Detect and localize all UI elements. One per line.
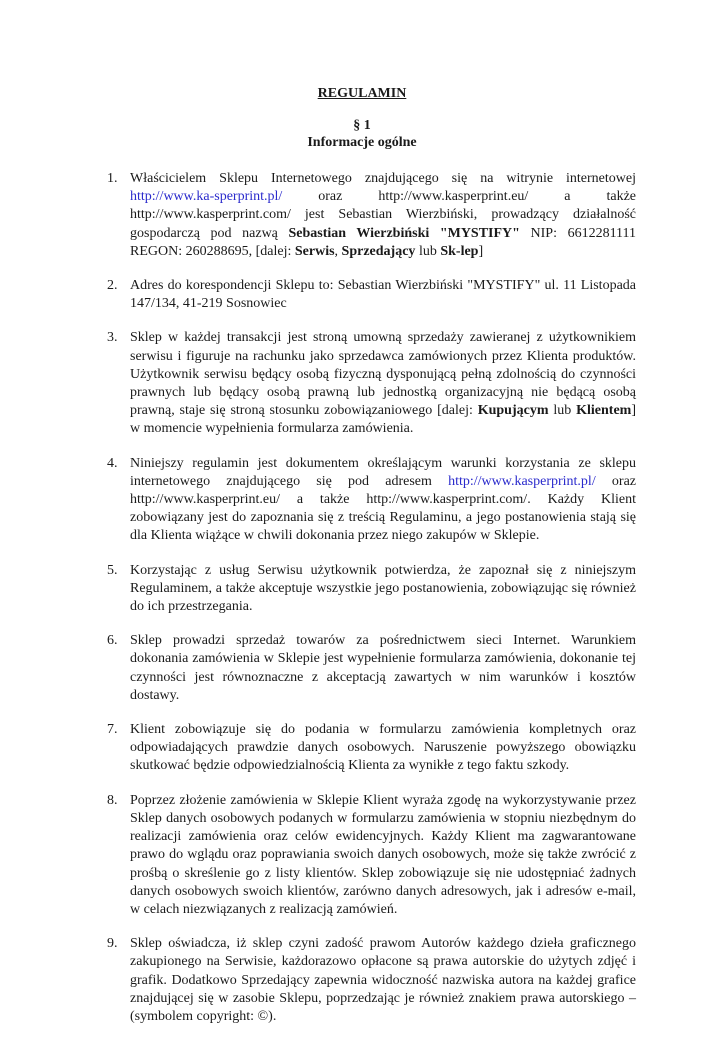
list-item-number: 5. (107, 562, 118, 578)
bold-text: Sebastian Wierzbiński "MYSTIFY" (288, 225, 520, 241)
bold-text: Sk-lep (440, 243, 479, 259)
list-item-text (130, 329, 636, 438)
list-item-number: 2. (107, 278, 118, 294)
bold-text: Sprzedający (341, 243, 416, 259)
text-segment: Klient zobowiązuje się do podania w formularzu zamówienia kompletnych oraz odpowiadających prawdzie danych osobowych. Naruszenie powyższego obowiązku skutkować będzie odpowiedzialnością Klienta za wynikłe z tego faktu szkody. (130, 722, 636, 774)
text-segment: lub (548, 403, 577, 419)
text-segment: lub (415, 243, 441, 259)
list-item-text (130, 792, 636, 919)
text-segment: Niniejszy regulamin jest dokumentem określającym warunki korzystania ze sklepu internetowego znajdującego się pod adresem (130, 455, 636, 489)
list-item-text (130, 562, 636, 617)
url-link[interactable]: http://www.kasperprint.pl/ (448, 473, 596, 489)
text-segment: Poprzez złożenie zamówienia w Sklepie Klient wyraża zgodę na wykorzystywanie przez Sklep danych osobowych podanych w formularzu zamówienia w stopniu niezbędnym do realizacji zamówienia oraz celów ewidencyjnych. Każdy Klient ma zagwarantowane prawo do wglądu oraz poprawiania swoich danych osobowych, może się także zwrócić z prośbą o skreślenie go z listy klientów. Sklep zobowiązuje się nie udostępniać żadnych danych osobowych swoich klientów, zarówno danych adresowych, jak i adresów e-mail, w celach niezwiązanych z realizacją zamówień. (130, 792, 636, 917)
list-item (0, 170, 724, 261)
text-segment: oraz http://www.kasperprint.eu/ a także http://www.kasperprint.com/. Każdy Klient zobowiązany jest do zapoznania się z treścią Regulaminu, a jego postanowienia stają się dla Klienta wiążące w chwili dokonania przez niego zakupów w Sklepie. (130, 473, 636, 544)
regulations-list (0, 170, 724, 1042)
text-segment: NIP: 6612281111 REGON: 260288695, [dalej: (130, 225, 637, 259)
list-item (0, 632, 724, 705)
text-segment: Korzystając z usług Serwisu użytkownik potwierdza, że zapoznał się z niniejszym Regulaminem, a także akceptuje wszystkie jego postanowienia, zobowiązując się również do ich przestrzegania. (130, 562, 636, 615)
list-item-number: 7. (107, 722, 118, 738)
list-item-text (130, 721, 636, 776)
list-item (0, 277, 724, 313)
list-item-text (130, 170, 636, 261)
list-item (0, 455, 724, 546)
list-item-number: 3. (107, 330, 118, 346)
section-title: Informacje ogólne (307, 135, 417, 150)
list-item (0, 721, 724, 776)
list-item (0, 329, 724, 438)
list-item-text (130, 455, 636, 546)
list-item-text (130, 632, 636, 705)
text-segment: Właścicielem Sklepu Internetowego znajdującego się na witrynie internetowej (130, 171, 636, 186)
text-segment: oraz http://www.kasperprint.eu/ a także http://www.kasperprint.com/ jest Sebastian Wierzbiński, prowadzący działalność gospodarczą pod nazwą (130, 189, 636, 241)
text-segment: Sklep w każdej transakcji jest stroną umowną sprzedaży zawieranej z użytkownikiem serwisu i figuruje na rachunku jako sprzedawca zamówionych przez Klienta produktów. Użytkownik serwisu będący osobą fizyczną dysponującą pełną zdolnością do czynności prawnych lub będący osobą prawną lub jednostką organizacyjną nie będącą osobą prawną, staje się stroną stosunku zobowiązaniowego [dalej: (130, 330, 636, 419)
list-item-text (130, 935, 636, 1026)
text-segment: Adres do korespondencji Sklepu to: Sebastian Wierzbiński "MYSTIFY" ul. 11 Listopada 147/134, 41-219 Sosnowiec (130, 278, 636, 312)
text-segment: , (334, 243, 342, 259)
text-segment: ] (478, 243, 484, 259)
list-item-number: 8. (107, 792, 118, 808)
bold-text: Kupującym (477, 403, 549, 419)
list-item (0, 792, 724, 919)
list-item-number: 4. (107, 455, 118, 471)
list-item (0, 935, 724, 1026)
bold-text: Klientem (576, 403, 632, 419)
list-item (0, 562, 724, 617)
url-link[interactable]: http://www.ka-sperprint.pl/ (130, 189, 283, 205)
list-item-number: 9. (107, 936, 118, 952)
list-item-number: 6. (107, 633, 118, 649)
bold-text: Serwis (294, 243, 335, 259)
list-item-number: 1. (107, 171, 118, 186)
text-segment: Sklep prowadzi sprzedaż towarów za pośrednictwem sieci Internet. Warunkiem dokonania zamówienia w Sklepie jest wypełnienie formularza zamówienia, dokonanie tej czynności jest równoznaczne z akceptacją zawartych w nim warunków i kosztów dostawy. (130, 633, 636, 703)
document-title: REGULAMIN (317, 86, 407, 101)
section-number: § 1 (353, 118, 371, 133)
list-item-text (130, 277, 636, 313)
text-segment: ] w momencie wypełnienia formularza zamówienia. (130, 403, 636, 437)
text-segment: Sklep oświadcza, iż sklep czyni zadość prawom Autorów każdego dzieła graficznego zakupionego na Serwisie, każdorazowo opłacone są prawa autorskie do użytych zdjęć i grafik. Dodatkowo Sprzedający zapewnia widoczność nazwiska autora na każdej grafice znajdującej się w zasobie Sklepu, poprzedzając je również znakiem prawa autorskiego – (symbolem copyright: ©). (130, 936, 636, 1024)
